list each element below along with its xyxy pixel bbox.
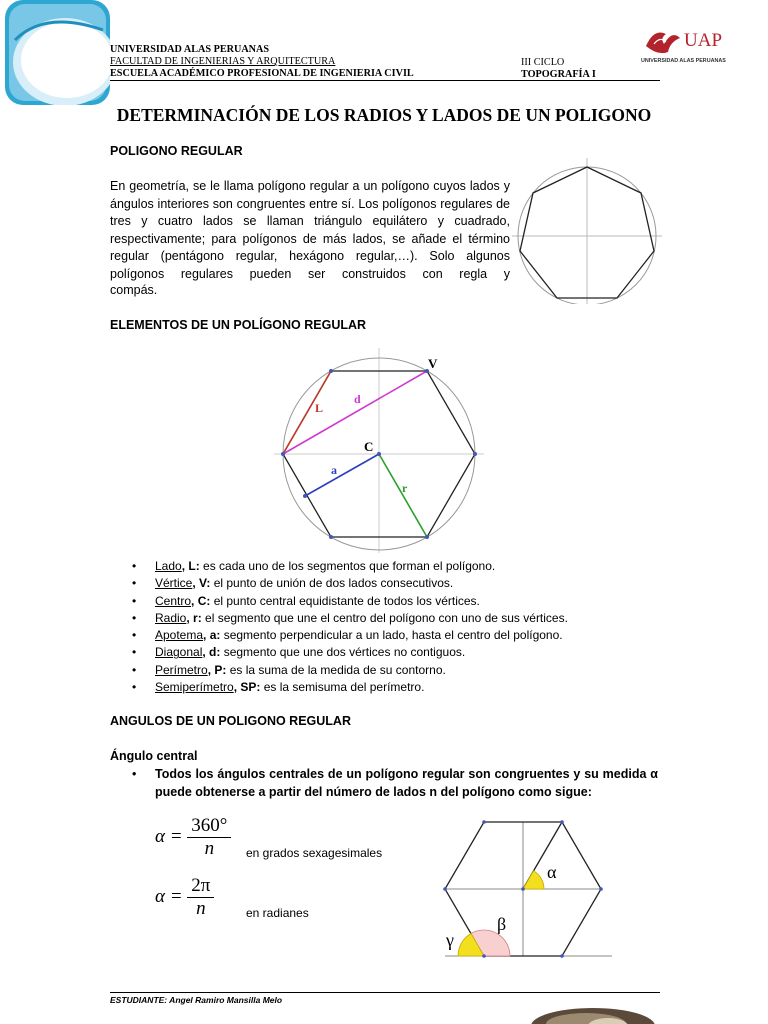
student-name: ESTUDIANTE: Angel Ramiro Mansilla Melo [110,995,283,1005]
radius-segment-r [379,454,427,537]
label-r: r [402,481,408,495]
formula-degrees-numerator: 360° [187,815,231,838]
list-item: • Semiperímetro, SP: es la semisuma del perímetro. [110,679,568,696]
section-heading-regular-polygon: POLIGONO REGULAR [110,144,243,158]
faculty-name: FACULTAD DE INGENIERIAS Y ARQUITECTURA [110,56,336,67]
list-item: • Diagonal, d: segmento que une dos vértices no contiguos. [110,644,568,661]
university-name: UNIVERSIDAD ALAS PERUANAS [110,44,270,55]
list-item: • Centro, C: el punto central equidistante de todos los vértices. [110,593,568,610]
uap-logo [640,22,735,67]
central-angle-bullet: • Todos los ángulos centrales de un polígono regular son congruentes y su medida α puede obtenerse a partir del número de lados n del polígono como sigue: [132,766,658,801]
section-heading-angles: ANGULOS DE UN POLIGONO REGULAR [110,714,351,728]
list-item: • Lado, L: es cada uno de los segmentos que forman el polígono. [110,558,568,575]
formula-degrees-lhs: α = [155,825,183,847]
regular-polygon-paragraph-end: compás. [110,283,158,297]
beta-label: β [497,914,507,934]
gamma-label: γ [446,930,454,950]
formula-radians-numerator: 2π [187,875,214,898]
list-item: • Perímetro, P: es la suma de la medida de su contorno. [110,662,568,679]
course-block [521,57,596,81]
hexagon-angles-diagram [440,818,615,964]
label-C: C [364,439,374,454]
uap-logo-subtext: UNIVERSIDAD ALAS PERUANAS [641,58,726,64]
institution-block [110,44,414,80]
elements-list [110,558,568,696]
formula-radians [155,875,214,920]
school-name: ESCUELA ACADÉMICO PROFESIONAL DE INGENIERIA CIVIL [110,68,414,79]
page-title: DETERMINACIÓN DE LOS RADIOS Y LADOS DE UN POLIGONO [116,105,652,125]
list-item: • Apotema, a: segmento perpendicular a un lado, hasta el centro del polígono. [110,627,568,644]
formula-radians-note: en radianes [246,906,309,920]
hexagon-elements-diagram [274,348,484,553]
university-seal-logo [5,0,110,105]
formula-degrees-denominator: n [204,838,215,859]
side-segment-L [283,371,331,454]
label-V: V [428,356,438,371]
footer-decoration-image [528,996,658,1024]
central-angle-text: Todos los ángulos centrales de un polígono regular son congruentes y su medida α puede obtenerse a partir del número de lados n del polígono como sigue: [155,767,658,799]
subheading-central-angle: Ángulo central [110,749,198,763]
alpha-label: α [547,862,557,882]
formula-degrees [155,815,231,860]
list-item: • Radio, r: el segmento que une el centro del polígono con uno de sus vértices. [110,610,568,627]
formula-radians-lhs: α = [155,885,183,907]
label-L: L [315,401,324,415]
list-item: • Vértice, V: el punto de unión de dos lados consecutivos. [110,575,568,592]
regular-polygon-paragraph: En geometría, se le llama polígono regular a un polígono cuyos lados y ángulos interiores son congruentes entre sí. Los polígonos regulares de tres y cuatro lados se llaman triángulo equilátero y cuadrado, respectivamente; para polígonos de más lados, se añade el término regular (pentágono regular, hexágono regular,…). Solo algunos polígonos regulares pueden ser construidos con regla y [110,179,510,281]
heptagon-figure [512,158,662,304]
alpha-angle-arc [523,871,544,889]
uap-logo-text: UAP [684,30,723,51]
section-heading-elements: ELEMENTOS DE UN POLÍGONO REGULAR [110,318,367,332]
formula-radians-denominator: n [196,898,206,919]
formula-degrees-note: en grados sexagesimales [246,846,383,860]
diagonal-segment-d [283,371,427,454]
cycle-label: III CICLO [521,57,565,68]
footer-divider [110,992,660,993]
label-a: a [331,463,337,477]
label-d: d [354,392,361,406]
header-divider [110,80,660,81]
course-label: TOPOGRAFÍA I [521,69,596,80]
apothem-segment-a [305,454,379,496]
